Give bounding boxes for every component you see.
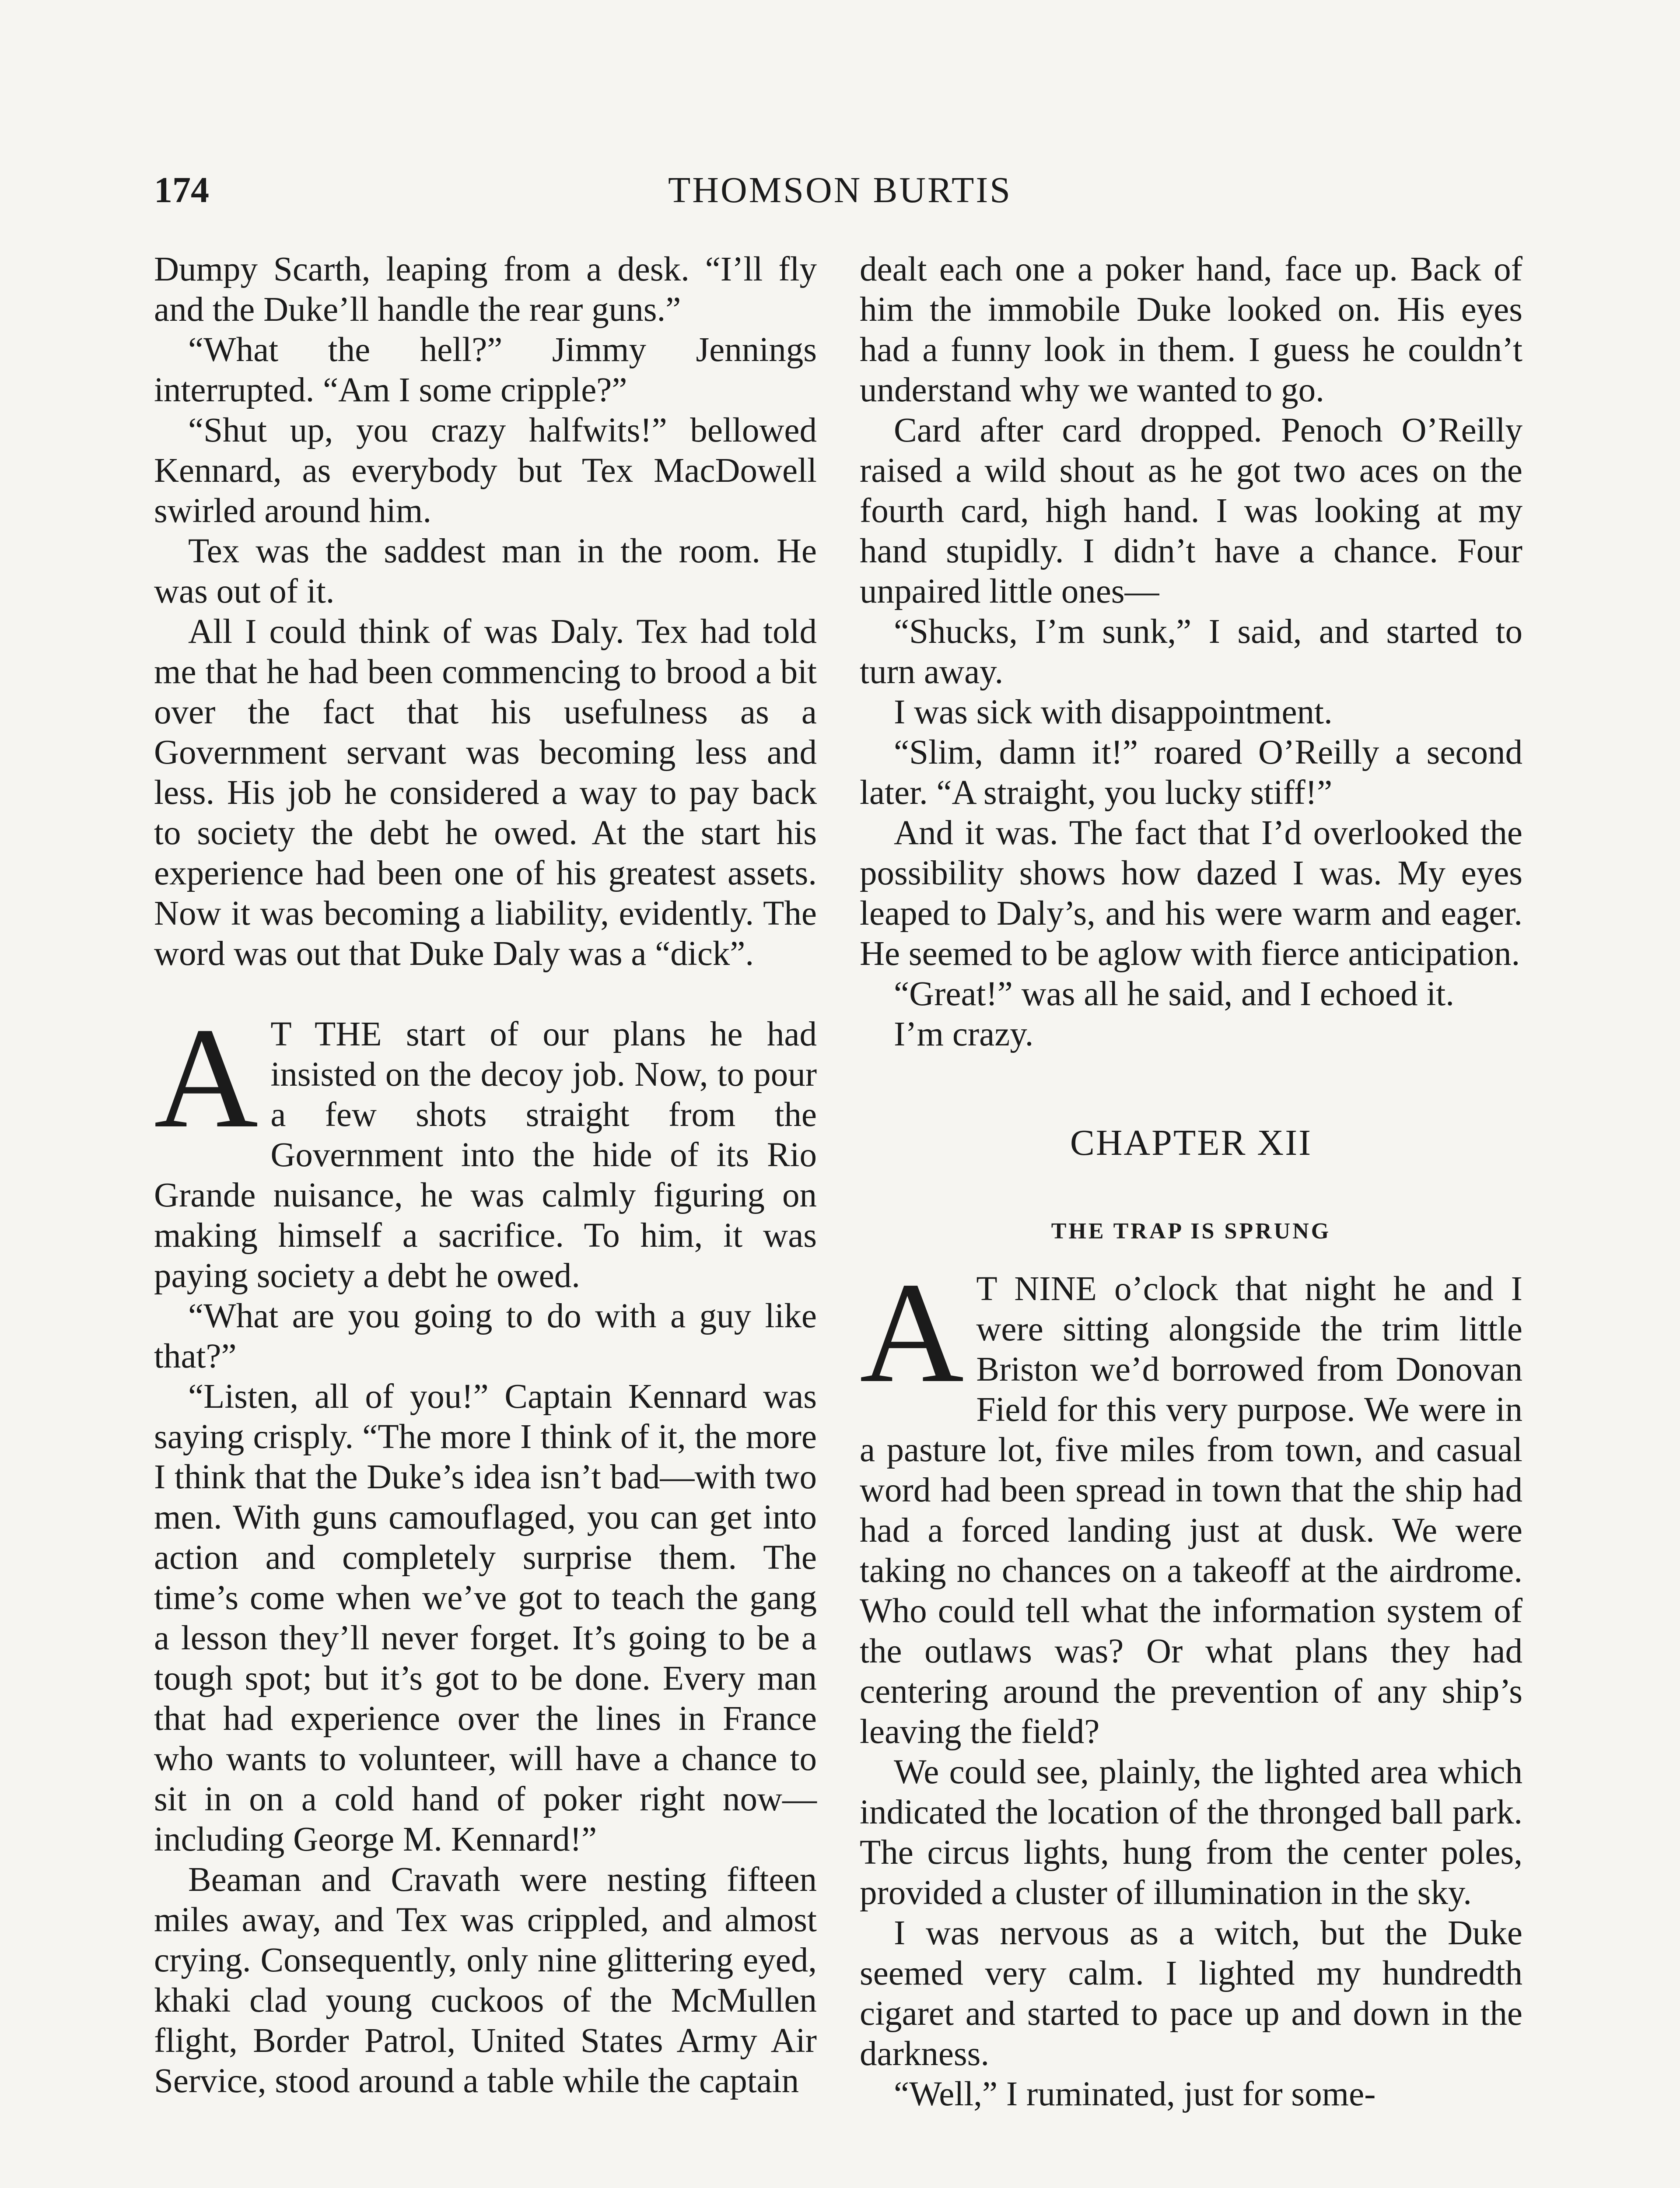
paragraph: We could see, plainly, the lighted area which indicated the location of the thronged ball park. The circus lights, hung from the center poles, provided a cluster of illumination in the sky.	[860, 1753, 1522, 1912]
paragraph: “Great!” was all he said, and I echoed it.	[894, 975, 1454, 1013]
dropcap-paragraph-text: T THE start of our plans he had insisted on the decoy job. Now, to pour a few shots straight from the Government into the hide of its Rio Grande nuisance, he was calmly figuring on making himself a sacrifice. To him, it was paying society a debt he owed.	[154, 1015, 817, 1295]
paragraph: I was sick with disappointment.	[894, 693, 1333, 731]
paragraph: “What the hell?” Jimmy Jennings interrupted. “Am I some cripple?”	[154, 331, 817, 409]
paragraph: Dumpy Scarth, leaping from a desk. “I’ll fly and the Duke’ll handle the rear guns.”	[154, 250, 817, 329]
paragraph: “Listen, all of you!” Captain Kennard was saying crisply. “The more I think of it, the more I think that the Duke’s idea isn’t bad—with two men. With guns camouflaged, you can get into action and completely surprise them. The time’s come when we’ve got to teach the gang a lesson they’ll never forget. It’s going to be a tough spot; but it’s got to be done. Every man that had experience over the lines in France who wants to volunteer, will have a chance to sit in on a cold hand of poker right now—including George M. Kennard!”	[154, 1378, 817, 1858]
right-column	[860, 249, 1522, 2114]
paragraph: Tex was the saddest man in the room. He was out of it.	[154, 532, 817, 610]
paragraph: “Shut up, you crazy halfwits!” bellowed Kennard, as everybody but Tex MacDowell swirled around him.	[154, 411, 817, 530]
paragraph: And it was. The fact that I’d overlooked the possibility shows how dazed I was. My eyes leaped to Daly’s, and his were warm and eager. He seemed to be aglow with fierce anticipation.	[860, 814, 1522, 973]
paragraph: “Slim, damn it!” roared O’Reilly a second later. “A straight, you lucky stiff!”	[860, 733, 1522, 812]
running-head: THOMSON BURTIS	[668, 170, 1012, 210]
paragraph: dealt each one a poker hand, face up. Back of him the immobile Duke looked on. His eyes had a funny look in them. I guess he couldn’t understand why we wanted to go.	[860, 250, 1522, 409]
drop-cap: A	[860, 1253, 964, 1413]
paragraph: “Shucks, I’m sunk,” I said, and started to turn away.	[860, 613, 1522, 691]
paragraph: “Well,” I ruminated, just for some-	[894, 2075, 1376, 2113]
chapter-title: CHAPTER XII	[1070, 1122, 1312, 1163]
page-header	[154, 162, 1526, 219]
page-number: 174	[154, 170, 209, 210]
drop-cap: A	[154, 998, 259, 1158]
left-column	[154, 249, 817, 2101]
dropcap-paragraph-text: T NINE o’clock that night he and I were sitting alongside the trim little Briston we’d borrowed from Donovan Field for this very purpose. We were in a pasture lot, five miles from town, and casual word had been spread in town that the ship had had a forced landing just at dusk. We were taking no chances on a takeoff at the airdrome. Who could tell what the information system of the outlaws was? Or what plans they had centering around the prevention of any ship’s leaving the field?	[860, 1270, 1522, 1751]
paragraph: I’m crazy.	[894, 1015, 1034, 1053]
paragraph: Card after card dropped. Penoch O’Reilly raised a wild shout as he got two aces on the fourth card, high hand. I was looking at my hand stupidly. I didn’t have a chance. Four unpaired little ones—	[860, 411, 1522, 610]
dropcap-paragraph	[860, 1253, 1522, 1752]
paragraph: “What are you going to do with a guy like that?”	[154, 1297, 817, 1375]
paragraph: I was nervous as a witch, but the Duke seemed very calm. I lighted my hundredth cigaret and started to pace up and down in the darkness.	[860, 1914, 1522, 2073]
paragraph: Beaman and Cravath were nesting fifteen miles away, and Tex was crippled, and almost crying. Consequently, only nine glittering eyed, khaki clad young cuckoos of the McMullen flight, Border Patrol, United States Army Air Service, stood around a table while the captain	[154, 1861, 817, 2100]
paragraph: All I could think of was Daly. Tex had told me that he had been commencing to brood a bit over the fact that his usefulness as a Government servant was becoming less and less. His job he considered a way to pay back to society the debt he owed. At the start his experience had been one of his greatest assets. Now it was becoming a liability, evidently. The word was out that Duke Daly was a “dick”.	[154, 613, 817, 973]
dropcap-paragraph	[154, 998, 817, 1296]
chapter-subtitle: THE TRAP IS SPRUNG	[1051, 1219, 1331, 1244]
